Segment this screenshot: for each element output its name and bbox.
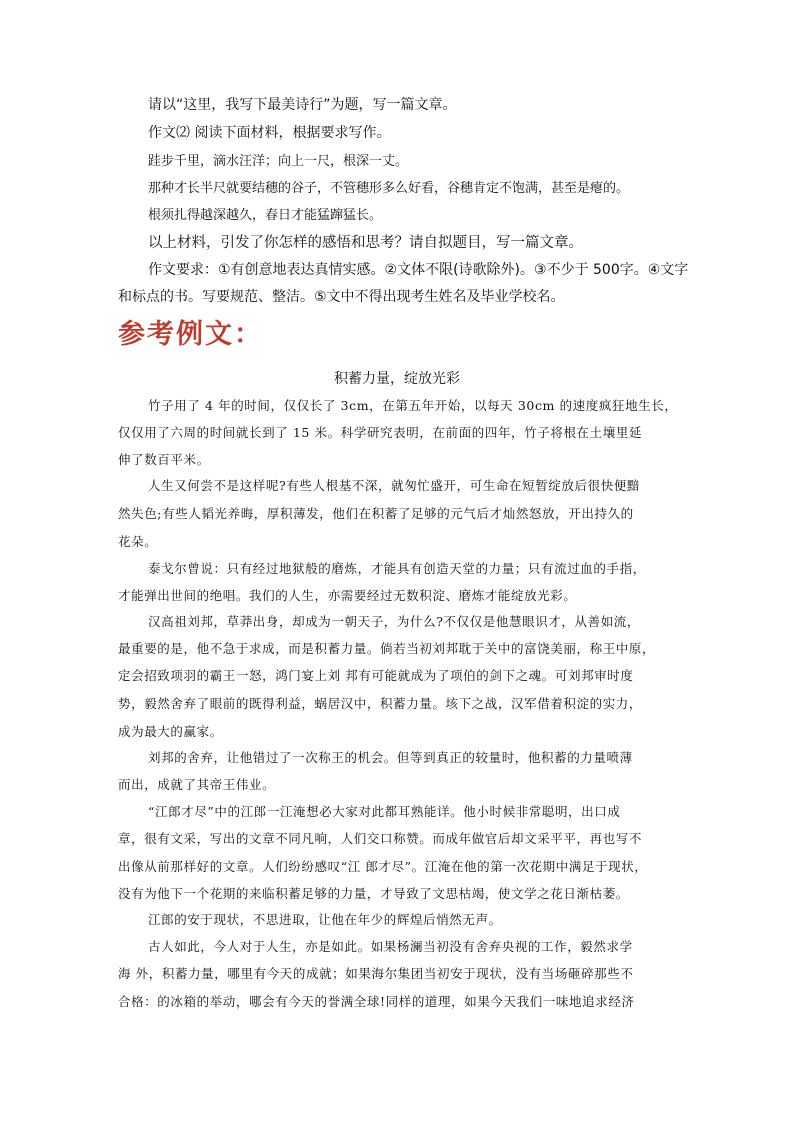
essay-line: 伸了数百平米。 [118,452,210,467]
essay-line: 出像从前那样好的文章。人们纷纷感叹“江 郎才尽”。江淹在他的第一次花期中满足于现状， [118,859,648,874]
essay-line: 成为最大的赢家。 [118,724,223,739]
material-line-1: 跬步千里，滴水汪洋；向上一尺，根深一丈。 [148,154,409,169]
essay-line: 竹子用了 4 年的时间，仅仅长了 3cm，在第五年开始，以每天 30cm 的速度疯狂地生长， [148,398,678,413]
essay-line: 汉高祖刘邦，草莽出身，却成为一朝天子，为什么?不仅仅是他慧眼识才，从善如流， [148,614,641,629]
essay-line: 江郎的安于现状，不思进取，让他在年少的辉煌后悄然无声。 [148,912,502,927]
essay-line: 古人如此，今人对于人生，亦是如此。如果杨澜当初没有舍弃央视的工作，毅然求学 [148,939,633,954]
essay-line: 海 外，积蓄力量，哪里有今天的成就；如果海尔集团当初安于现状，没有当场砸碎那些不 [118,966,634,981]
prompt-line-3: 以上材料，引发了你怎样的感悟和思考？请自拟题目，写一篇文章。 [148,235,583,251]
essay-line: 然失色;有些人韬光养晦，厚积薄发，他们在积蓄了足够的元气后才灿然怒放，开出持久的 [118,506,634,521]
prompt-line-1: 请以“这里，我写下最美诗行”为题，写一篇文章。 [148,97,457,113]
essay-line: 人生又何尝不是这样呢?有些人根基不深，就匆忙盛开，可生命在短暂绽放后很快便黯 [148,478,641,493]
essay-line: 势，毅然舍弃了眼前的既得利益，蜗居汉中，积蓄力量。垓下之战，汉军借着积淀的实力， [118,696,643,711]
reference-heading: 参考例文： [118,319,263,350]
material-line-3: 根须扎得越深越久，春日才能猛蹿猛长。 [148,208,383,223]
essay-line: 花朵。 [118,534,158,549]
essay-line: 最重要的是，他不急于求成，而是积蓄力量。倘若当初刘邦耽于关中的富饶美丽，称王中原， [118,641,656,656]
essay-line: 章，很有文采，写出的文章不同凡响，人们交口称赞。而成年做官后却文采平平，再也写不 [118,831,643,846]
essay-line: 仅仅用了六周的时间就长到了 15 米。科学研究表明，在前面的四年，竹子将根在土壤里延 [118,425,643,440]
essay-line: 泰戈尔曾说：只有经过地狱般的磨炼，才能具有创造天堂的力量；只有流过血的手指， [148,561,646,576]
essay-title: 积蓄力量，绽放光彩 [334,371,460,387]
essay-line: 没有为他下一个花期的来临积蓄足够的力量，才导致了文思枯竭，使文学之花日渐枯萎。 [118,886,629,901]
requirement-line-2: 和标点的书。写要规范、整洁。⑤文中不得出现考生姓名及毕业学校名。 [118,289,565,305]
essay-line: 合格：的冰箱的举动，哪会有今天的誉满全球!同样的道理，如果今天我们一味地追求经济 [118,994,635,1009]
essay-line: 才能弹出世间的绝唱。我们的人生，亦需要经过无数积淀、磨炼才能绽放光彩。 [118,588,577,603]
prompt-line-2: 作文⑵ 阅读下面材料，根据要求写作。 [148,125,391,141]
essay-line: 定会招致项羽的霸王一怒，鸿门宴上刘 邦有可能就成为了项伯的剑下之魂。可刘邦审时度 [118,668,634,683]
requirement-line-1: 作文要求：①有创意地表达真情实感。②文体不限(诗歌除外)。③不少于 500字。④文字 [148,262,689,278]
essay-line: 而出，成就了其帝王伟业。 [118,777,276,792]
essay-line: “江郎才尽”中的江郎一江淹想必大家对此都耳熟能详。他小时候非常聪明，出口成 [148,804,621,819]
essay-line: 刘邦的舍弃，让他错过了一次称王的机会。但等到真正的较量时，他积蓄的力量喷薄 [148,750,633,765]
material-line-2: 那种才长半尺就要结穗的谷子，不管穗形多么好看，谷穗肯定不饱满，甚至是瘪的。 [148,181,630,196]
